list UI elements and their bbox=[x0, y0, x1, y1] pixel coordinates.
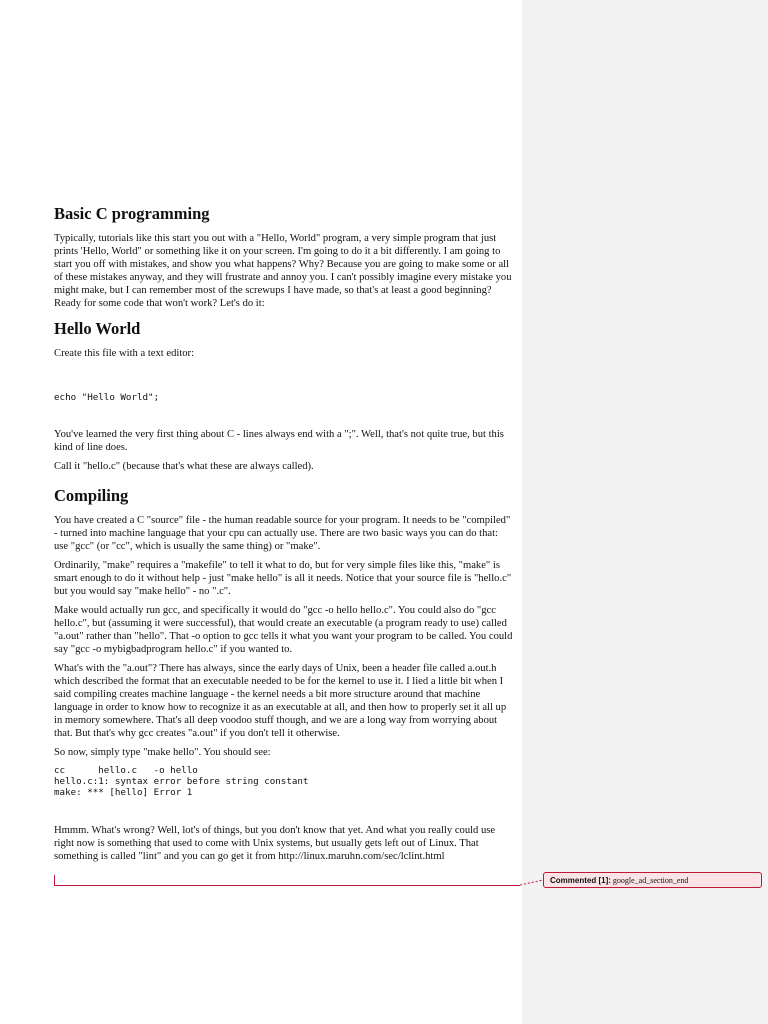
heading-basic-c-programming: Basic C programming bbox=[54, 204, 210, 223]
paragraph: What's with the "a.out"? There has always, since the early days of Unix, been a header file called a.out.h which described the format that an executable needed to be for the kernel to use it. I lied a little bit when I said compiling creates machine language - the kernel needs a bit more structure around that machine language in order to know how to recognize it as an executable at all, and then how to properly set it all up in memory somewhere. That's all deep voodoo stuff though, and we are a long way from worrying about that. But that's why gcc creates "a.out" if you don't tell it otherwise. bbox=[54, 663, 507, 739]
comment-author-label: Commented [1]: bbox=[550, 876, 611, 885]
paragraph: Create this file with a text editor: bbox=[54, 348, 195, 359]
comment-text: google_ad_section_end bbox=[612, 876, 689, 885]
heading-compiling: Compiling bbox=[54, 486, 129, 505]
paragraph: Typically, tutorials like this start you out with a "Hello, World" program, a very simple program that just prints 'Hello, World" or something like it on your screen. I'm going to do it a bit differently. I am going to start you off with mistakes, and show you what happens? Why? Because you are going to make some or all of these mistakes anyway, and they will frustrate and annoy you. I can't possibly imagine every mistake you might make, but I can remember most of the screwups I have made, so that's at least a good beginning? Ready for some code that won't work? Let's do it: bbox=[54, 233, 512, 309]
paragraph: Hmmm. What's wrong? Well, lot's of things, but you don't know that yet. And what you really could use right now is something that used to come with Unix systems, but usually gets left out of Linux. That something is called "lint" and you can go get it from http://linux.maruhn.com/sec/lclint.html bbox=[54, 825, 496, 862]
paragraph: You have created a C "source" file - the human readable source for your program. It needs to be "compiled" - turned into machine language that your cpu can actually use. There are two basic ways you can do that: use "gcc" (or "cc", which is usually the same thing) or "make". bbox=[54, 515, 511, 552]
comment-pane bbox=[522, 0, 768, 1024]
comment-balloon[interactable] bbox=[543, 872, 762, 888]
code-block-hello: echo "Hello World"; bbox=[54, 392, 160, 403]
code-block-make-output: cc hello.c -o hello hello.c:1: syntax error before string constant make: *** [hello] Error 1 bbox=[54, 765, 309, 798]
paragraph: You've learned the very first thing about C - lines always end with a ";". Well, that's not quite true, but this kind of line does. bbox=[54, 429, 504, 453]
comment-anchor-line bbox=[54, 885, 520, 886]
heading-hello-world: Hello World bbox=[54, 319, 141, 338]
paragraph: Ordinarily, "make" requires a "makefile" to tell it what to do, but for very simple files like this, "make" is smart enough to do it without help - just "make hello" is all it needs. Notice that your source file is "hello.c" but you would say "make hello" - no ".c". bbox=[54, 560, 512, 597]
document-page bbox=[54, 204, 514, 869]
paragraph: So now, simply type "make hello". You should see: bbox=[54, 747, 271, 758]
paragraph: Make would actually run gcc, and specifically it would do "gcc -o hello hello.c". You could also do "gcc hello.c", but (assuming it were successful), that would create an executable (a program ready to use) called "a.out" rather than "hello". That -o option to gcc tells it what you want your program to be called. You could say "gcc -o mybigbadprogram hello.c" if you wanted to. bbox=[54, 605, 513, 655]
paragraph: Call it "hello.c" (because that's what these are always called). bbox=[54, 461, 314, 472]
